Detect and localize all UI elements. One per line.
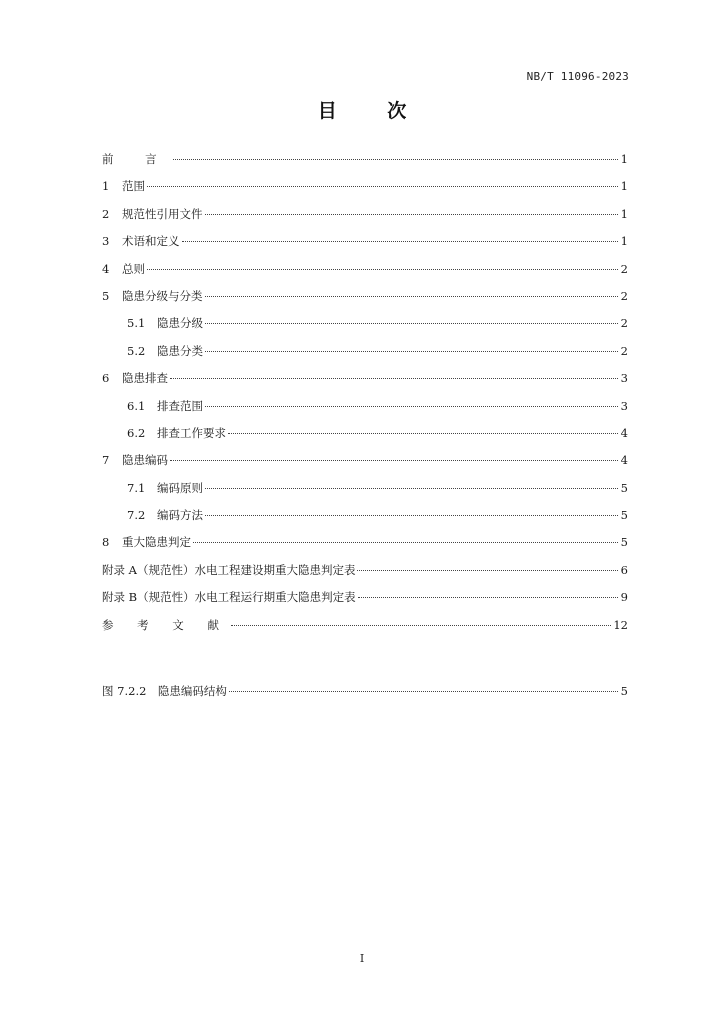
toc-entry-normative-references[interactable] <box>102 201 628 228</box>
toc-entry-label: 隐患分级与分类 <box>122 288 203 303</box>
toc-entry-label: 附录 A（规范性）水电工程建设期重大隐患判定表 <box>102 562 356 577</box>
toc-leader-dots <box>205 406 618 407</box>
toc-entry-label: 总则 <box>122 261 145 276</box>
toc-leader-dots <box>357 570 618 571</box>
toc-entry-label: 范围 <box>122 179 145 194</box>
toc-entry-label: 编码原则 <box>157 480 203 495</box>
toc-entry-page: 1 <box>620 206 628 221</box>
toc-entry-scope[interactable] <box>102 173 628 200</box>
toc-entry-references[interactable] <box>102 612 628 639</box>
toc-entry-page: 2 <box>620 316 628 331</box>
toc-entry-number: 2 <box>102 206 110 221</box>
toc-entry-page: 3 <box>620 371 628 386</box>
page-title: 目 次 <box>317 100 429 122</box>
toc-entry-hazard-coding[interactable] <box>102 447 628 474</box>
toc-entry-page: 3 <box>620 398 628 413</box>
toc-leader-dots <box>147 186 618 187</box>
figure-list <box>102 678 628 705</box>
toc-entry-number: 6.2 <box>127 425 146 440</box>
toc-entry-page: 12 <box>613 617 628 632</box>
toc-entry-foreword[interactable] <box>102 146 628 173</box>
figure-entry-label: 图 7.2.2 隐患编码结构 <box>102 684 227 698</box>
toc-leader-dots <box>147 269 618 270</box>
standard-number: NB/T 11096-2023 <box>526 70 629 83</box>
toc-leader-dots <box>205 488 618 489</box>
toc-entry-major-hazard-determination[interactable] <box>102 529 628 556</box>
toc-entry-page: 5 <box>620 480 628 495</box>
toc-leader-dots <box>173 159 618 160</box>
toc-entry-page: 1 <box>620 152 628 166</box>
toc-entry-page: 6 <box>620 562 628 577</box>
toc-entry-number: 4 <box>102 261 110 276</box>
toc-entry-page: 5 <box>620 535 628 550</box>
toc-entry-page: 9 <box>620 590 628 605</box>
toc-entry-number: 5 <box>102 288 110 303</box>
toc-leader-dots <box>228 433 618 434</box>
toc-leader-dots <box>205 323 618 324</box>
toc-entry-number: 7.1 <box>127 480 146 495</box>
toc-entry-hazard-inspection[interactable] <box>102 365 628 392</box>
toc-entry-number: 5.1 <box>127 316 146 331</box>
toc-leader-dots <box>205 296 619 297</box>
toc-entry-label: 附录 B（规范性）水电工程运行期重大隐患判定表 <box>102 590 356 605</box>
toc-entry-number: 7 <box>102 453 110 468</box>
toc-entry-appendix-b[interactable] <box>102 584 628 611</box>
toc-entry-coding-method[interactable] <box>102 502 628 529</box>
toc-entry-appendix-a[interactable] <box>102 557 628 584</box>
toc-entry-number: 7.2 <box>127 508 146 523</box>
toc-leader-dots <box>193 542 618 543</box>
toc-entry-label: 排查工作要求 <box>157 425 226 440</box>
toc-entry-number: 6 <box>102 371 110 386</box>
table-of-contents <box>102 146 628 639</box>
toc-entry-page: 1 <box>620 234 628 249</box>
toc-entry-terms-definitions[interactable] <box>102 228 628 255</box>
toc-entry-general[interactable] <box>102 256 628 283</box>
toc-leader-dots <box>182 241 619 242</box>
toc-entry-label: 重大隐患判定 <box>122 535 191 550</box>
toc-leader-dots <box>231 625 611 626</box>
toc-leader-dots <box>170 460 618 461</box>
toc-entry-hazard-classification[interactable] <box>102 338 628 365</box>
toc-entry-label: 隐患编码 <box>122 453 168 468</box>
toc-entry-page: 1 <box>620 179 628 194</box>
toc-entry-label: 隐患分类 <box>157 343 203 358</box>
toc-entry-label: 规范性引用文件 <box>122 206 203 221</box>
figure-entry-page: 5 <box>620 684 628 698</box>
toc-entry-number: 8 <box>102 535 110 550</box>
toc-entry-number: 1 <box>102 179 110 194</box>
toc-entry-hazard-grading[interactable] <box>102 310 628 337</box>
toc-entry-page: 2 <box>620 343 628 358</box>
toc-entry-number: 5.2 <box>127 343 146 358</box>
toc-entry-inspection-scope[interactable] <box>102 393 628 420</box>
toc-entry-inspection-requirements[interactable] <box>102 420 628 447</box>
toc-entry-label: 隐患排查 <box>122 371 168 386</box>
toc-entry-page: 2 <box>620 288 628 303</box>
toc-entry-number: 3 <box>102 234 110 249</box>
toc-leader-dots <box>170 378 618 379</box>
figure-entry-7-2-2[interactable] <box>102 678 628 705</box>
toc-leader-dots <box>205 214 619 215</box>
toc-entry-hazard-grading-classification[interactable] <box>102 283 628 310</box>
toc-entry-page: 5 <box>620 508 628 523</box>
toc-entry-label: 术语和定义 <box>122 234 180 249</box>
toc-entry-page: 4 <box>620 453 628 468</box>
toc-entry-label: 编码方法 <box>157 508 203 523</box>
toc-entry-label: 前 言 <box>102 152 171 166</box>
toc-entry-number: 6.1 <box>127 398 146 413</box>
toc-leader-dots <box>205 351 618 352</box>
toc-entry-coding-principles[interactable] <box>102 475 628 502</box>
toc-entry-page: 2 <box>620 261 628 276</box>
toc-entry-page: 4 <box>620 425 628 440</box>
toc-entry-label: 排查范围 <box>157 398 203 413</box>
toc-entry-label: 参 考 文 献 <box>102 617 229 632</box>
toc-leader-dots <box>229 691 618 692</box>
toc-leader-dots <box>358 597 618 598</box>
toc-leader-dots <box>205 515 618 516</box>
toc-entry-label: 隐患分级 <box>157 316 203 331</box>
page-number: I <box>359 952 365 965</box>
